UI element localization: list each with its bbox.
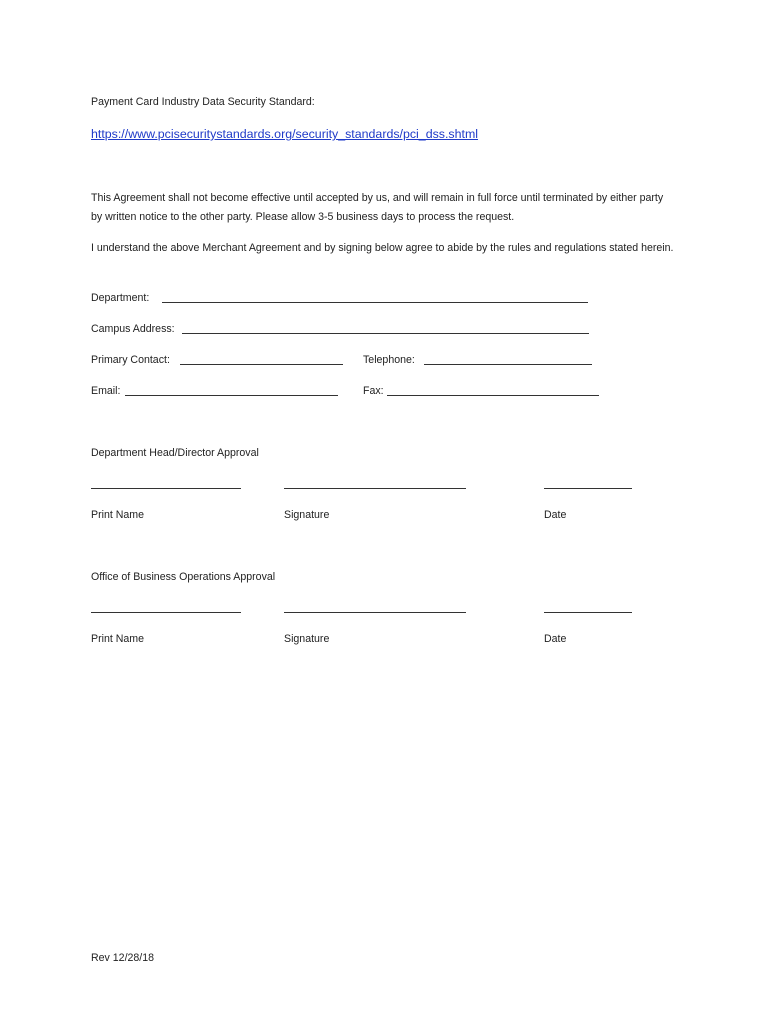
- print-name-label: Print Name: [91, 633, 144, 645]
- signature-field[interactable]: [284, 612, 466, 613]
- understand-paragraph: I understand the above Merchant Agreement and by signing below agree to abide by the rules and regulations stated herein.: [91, 242, 674, 254]
- pci-dss-link[interactable]: https://www.pcisecuritystandards.org/security_standards/pci_dss.shtml: [91, 127, 479, 141]
- approval-title: Department Head/Director Approval: [91, 447, 259, 459]
- email-label: Email:: [91, 385, 121, 397]
- fax-field[interactable]: [387, 395, 599, 396]
- date-label: Date: [544, 633, 567, 645]
- approval-title: Office of Business Operations Approval: [91, 571, 276, 583]
- print-name-field[interactable]: [91, 488, 241, 489]
- campus-address-label: Campus Address:: [91, 323, 175, 335]
- print-name-label: Print Name: [91, 509, 144, 521]
- campus-address-field[interactable]: [182, 333, 589, 334]
- print-name-field[interactable]: [91, 612, 241, 613]
- primary-contact-label: Primary Contact:: [91, 354, 170, 366]
- standard-heading: Payment Card Industry Data Security Standard:: [91, 96, 315, 108]
- date-field[interactable]: [544, 612, 632, 613]
- signature-label: Signature: [284, 509, 330, 521]
- telephone-label: Telephone:: [363, 354, 415, 366]
- date-field[interactable]: [544, 488, 632, 489]
- department-label: Department:: [91, 292, 150, 304]
- primary-contact-field[interactable]: [180, 364, 343, 365]
- effective-paragraph: This Agreement shall not become effective until accepted by us, and will remain in full force until terminated by either party by written notice to the other party. Please allow 3-5 business days to process the request.: [91, 192, 664, 223]
- email-field[interactable]: [125, 395, 338, 396]
- telephone-field[interactable]: [424, 364, 592, 365]
- fax-label: Fax:: [363, 385, 384, 397]
- department-field[interactable]: [162, 302, 588, 303]
- revision-footer: Rev 12/28/18: [91, 952, 155, 964]
- date-label: Date: [544, 509, 567, 521]
- signature-field[interactable]: [284, 488, 466, 489]
- signature-label: Signature: [284, 633, 330, 645]
